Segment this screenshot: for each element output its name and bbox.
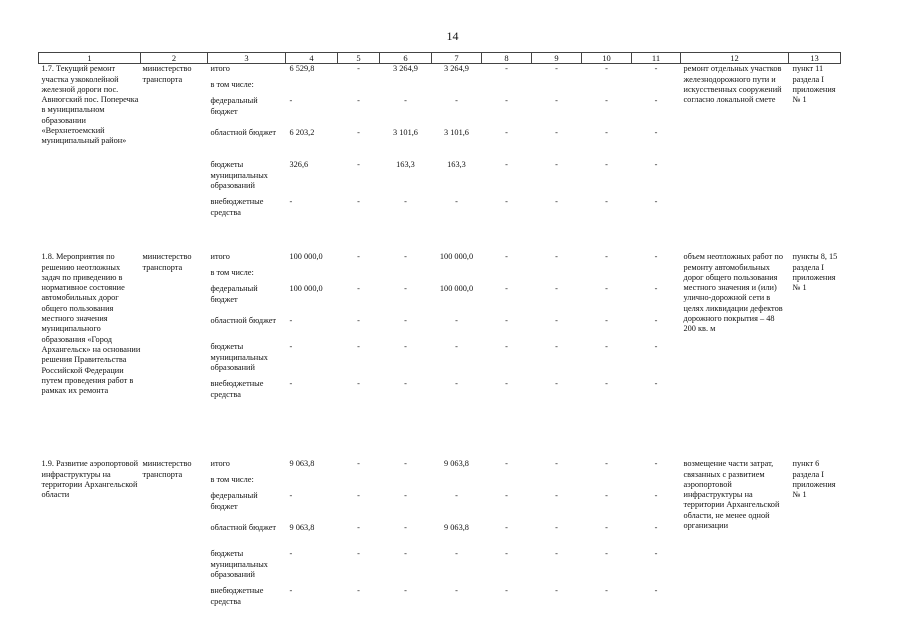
amount-cell: - [605, 549, 608, 559]
amount-cell: - [404, 379, 407, 389]
column-header: 7 [432, 53, 482, 64]
amount-cell [380, 475, 432, 491]
executor: министерство транспорта [142, 64, 192, 84]
funding-source: федеральный бюджет [210, 491, 258, 511]
amount-cell: - [357, 459, 360, 469]
amount-cell: - [289, 342, 293, 352]
column-header: 6 [380, 53, 432, 64]
amount-cell: - [555, 160, 558, 170]
amount-cell: - [289, 586, 293, 596]
amount-cell: - [555, 549, 558, 559]
amount-cell: - [404, 491, 407, 501]
amount-cell [338, 80, 380, 96]
amount-cell [432, 268, 482, 284]
amount-cell: - [357, 128, 360, 138]
amount-cell: 100 000,0 [439, 284, 474, 294]
amount-cell [532, 268, 582, 284]
amount-cell [582, 268, 632, 284]
amount-cell: - [455, 96, 458, 106]
column-header: 3 [208, 53, 286, 64]
amount-cell: - [357, 160, 360, 170]
amount-cell: - [654, 523, 658, 533]
amount-cell: - [505, 491, 508, 501]
amount-cell: - [555, 491, 558, 501]
amount-cell: - [654, 342, 658, 352]
amount-cell [632, 268, 681, 284]
amount-cell: - [505, 64, 508, 74]
measure-name: 1.9. Развитие аэропортовой инфраструктуры на территории Архангельской области [41, 459, 139, 500]
amount-cell: - [605, 252, 608, 262]
column-header: 9 [532, 53, 582, 64]
amount-cell: - [404, 523, 407, 533]
amount-cell: - [289, 549, 293, 559]
amount-cell: - [505, 459, 508, 469]
column-header: 1 [39, 53, 141, 64]
funding-source: областной бюджет [210, 128, 277, 138]
amount-cell: - [654, 96, 658, 106]
amount-cell: - [404, 342, 407, 352]
amount-cell [532, 80, 582, 96]
amount-cell: - [654, 491, 658, 501]
amount-cell: - [654, 197, 658, 207]
amount-cell: - [505, 379, 508, 389]
amount-cell: - [505, 160, 508, 170]
table-row [39, 252, 841, 268]
amount-cell: - [654, 316, 658, 326]
amount-cell: - [654, 284, 658, 294]
amount-cell: - [555, 523, 558, 533]
column-header: 8 [482, 53, 532, 64]
amount-cell: - [654, 586, 658, 596]
amount-cell: - [654, 549, 658, 559]
amount-cell: - [555, 96, 558, 106]
amount-cell: - [555, 379, 558, 389]
funding-source: федеральный бюджет [210, 96, 258, 116]
amount-cell [582, 475, 632, 491]
amount-cell: - [404, 316, 407, 326]
amount-cell: 100 000,0 [289, 252, 323, 262]
amount-cell [380, 268, 432, 284]
amount-cell [482, 475, 532, 491]
amount-cell: - [357, 64, 360, 74]
amount-cell: 3 101,6 [444, 128, 469, 138]
amount-cell [432, 80, 482, 96]
expected-result: объем неотложных работ по ремонту автомобильных дорог общего пользования местного значения и (или) улично-дорожной сети в целях ликвидации дефектов дорожного покрытия – 48 200 кв. м [683, 252, 783, 334]
table-body [39, 64, 841, 617]
amount-cell: - [605, 523, 608, 533]
amount-cell: - [555, 252, 558, 262]
amount-cell: - [404, 96, 407, 106]
funding-source: внебюджетные средства [210, 197, 264, 217]
amount-cell: - [455, 342, 458, 352]
amount-cell: - [605, 316, 608, 326]
amount-cell: 163,3 [447, 160, 466, 170]
funding-source: внебюджетные средства [210, 379, 264, 399]
table-row [39, 459, 841, 475]
amount-cell: - [505, 316, 508, 326]
amount-cell: 9 063,8 [444, 459, 469, 469]
column-header: 13 [789, 53, 841, 64]
amount-cell: - [654, 64, 658, 74]
amount-cell [432, 475, 482, 491]
funding-source: в том числе: [210, 268, 254, 278]
expected-result: возмещение части затрат, связанных с развитием аэропортовой инфраструктуры на территории Архангельской области, не менее одной организации [683, 459, 780, 531]
amount-cell [286, 475, 338, 491]
program-table [38, 52, 841, 616]
funding-source: областной бюджет [210, 316, 277, 326]
amount-cell: - [555, 342, 558, 352]
amount-cell: 6 529,8 [289, 64, 315, 74]
amount-cell: - [404, 549, 407, 559]
column-header: 11 [632, 53, 681, 64]
executor: министерство транспорта [142, 252, 192, 272]
expected-result: ремонт отдельных участков железнодорожного пути и искусственных сооружений согласно локальной смете [683, 64, 782, 105]
amount-cell: - [289, 491, 293, 501]
measure-name: 1.8. Мероприятия по решению неотложных задач по приведению в нормативное состояние автомобильных дорог общего пользования местного значения муниципального образования «Город Архангельск» на основании решения Правительства Российской Федерации путем проведения работ в рамках их ремонта [41, 252, 141, 396]
amount-cell: - [555, 586, 558, 596]
amount-cell: - [357, 523, 360, 533]
measure-name: 1.7. Текущий ремонт участка узкоколейной железной дороги пос. Авнюгский пос. Поперечка в муниципальном образовании «Верхнетоемский муниципальный район» [41, 64, 139, 146]
amount-cell [482, 268, 532, 284]
column-header: 5 [338, 53, 380, 64]
funding-source: бюджеты муниципальных образований [210, 342, 268, 372]
funding-source: бюджеты муниципальных образований [210, 160, 268, 190]
amount-cell: - [555, 128, 558, 138]
column-number-row [39, 53, 841, 64]
amount-cell: - [505, 523, 508, 533]
column-header: 4 [286, 53, 338, 64]
amount-cell: - [605, 284, 608, 294]
amount-cell: 6 203,2 [289, 128, 315, 138]
funding-source: в том числе: [210, 475, 254, 485]
amount-cell: - [505, 586, 508, 596]
amount-cell: - [505, 96, 508, 106]
indicator-reference: пункт 6 раздела I приложения № 1 [792, 459, 836, 500]
amount-cell: - [605, 96, 608, 106]
funding-source: итого [210, 252, 230, 262]
amount-cell: - [404, 252, 407, 262]
amount-cell: 9 063,8 [289, 523, 315, 533]
amount-cell: - [357, 586, 360, 596]
amount-cell [338, 268, 380, 284]
amount-cell: - [357, 252, 360, 262]
funding-source: федеральный бюджет [210, 284, 258, 304]
amount-cell: 326,6 [289, 160, 309, 170]
table-row [39, 64, 841, 81]
amount-cell: - [357, 379, 360, 389]
amount-cell: - [505, 549, 508, 559]
amount-cell [286, 268, 338, 284]
amount-cell: - [654, 252, 658, 262]
amount-cell [482, 80, 532, 96]
amount-cell: - [357, 342, 360, 352]
amount-cell: - [505, 284, 508, 294]
amount-cell: - [654, 160, 658, 170]
amount-cell: - [654, 459, 658, 469]
amount-cell: - [455, 316, 458, 326]
amount-cell: - [455, 586, 458, 596]
column-header: 10 [582, 53, 632, 64]
amount-cell: - [654, 379, 658, 389]
amount-cell: - [357, 197, 360, 207]
amount-cell: - [289, 96, 293, 106]
amount-cell [582, 80, 632, 96]
amount-cell: 3 264,9 [393, 64, 418, 74]
amount-cell: - [605, 128, 608, 138]
amount-cell: - [605, 197, 608, 207]
amount-cell: - [455, 379, 458, 389]
amount-cell: - [555, 197, 558, 207]
amount-cell: - [455, 197, 458, 207]
funding-source: внебюджетные средства [210, 586, 264, 606]
funding-source: итого [210, 64, 230, 74]
page-number: 14 [446, 29, 459, 43]
executor: министерство транспорта [142, 459, 192, 479]
amount-cell: - [555, 284, 558, 294]
amount-cell: - [605, 459, 608, 469]
amount-cell: - [555, 316, 558, 326]
indicator-reference: пункт 11 раздела I приложения № 1 [792, 64, 836, 105]
amount-cell: - [357, 96, 360, 106]
amount-cell: 163,3 [396, 160, 415, 170]
amount-cell: - [555, 459, 558, 469]
amount-cell: 100 000,0 [289, 284, 323, 294]
block-spacer [39, 232, 841, 252]
amount-cell: - [404, 284, 407, 294]
funding-source: бюджеты муниципальных образований [210, 549, 268, 579]
amount-cell: - [455, 549, 458, 559]
amount-cell: - [505, 128, 508, 138]
amount-cell: 3 264,9 [444, 64, 469, 74]
column-header: 2 [141, 53, 208, 64]
amount-cell: - [654, 128, 658, 138]
column-header: 12 [681, 53, 789, 64]
amount-cell: - [605, 64, 608, 74]
amount-cell: - [455, 491, 458, 501]
amount-cell: 9 063,8 [444, 523, 469, 533]
amount-cell [338, 475, 380, 491]
amount-cell: 3 101,6 [393, 128, 418, 138]
amount-cell: - [357, 284, 360, 294]
amount-cell: - [605, 160, 608, 170]
amount-cell: - [605, 342, 608, 352]
amount-cell: - [404, 586, 407, 596]
amount-cell [286, 80, 338, 96]
amount-cell: - [555, 64, 558, 74]
funding-source: в том числе: [210, 80, 254, 90]
indicator-reference: пункты 8, 15 раздела I приложения № 1 [792, 252, 838, 293]
amount-cell: - [605, 586, 608, 596]
amount-cell: - [289, 316, 293, 326]
amount-cell: - [357, 549, 360, 559]
amount-cell: - [357, 316, 360, 326]
amount-cell: - [505, 342, 508, 352]
amount-cell: - [357, 491, 360, 501]
amount-cell [632, 475, 681, 491]
amount-cell: - [289, 197, 293, 207]
amount-cell [532, 475, 582, 491]
funding-source: итого [210, 459, 230, 469]
funding-source: областной бюджет [210, 523, 277, 533]
amount-cell: - [605, 379, 608, 389]
amount-cell: 100 000,0 [439, 252, 474, 262]
amount-cell [632, 80, 681, 96]
amount-cell: - [605, 491, 608, 501]
amount-cell: - [505, 252, 508, 262]
block-spacer [39, 439, 841, 459]
amount-cell: - [289, 379, 293, 389]
amount-cell: 9 063,8 [289, 459, 315, 469]
amount-cell [380, 80, 432, 96]
amount-cell: - [404, 459, 407, 469]
amount-cell: - [404, 197, 407, 207]
amount-cell: - [505, 197, 508, 207]
